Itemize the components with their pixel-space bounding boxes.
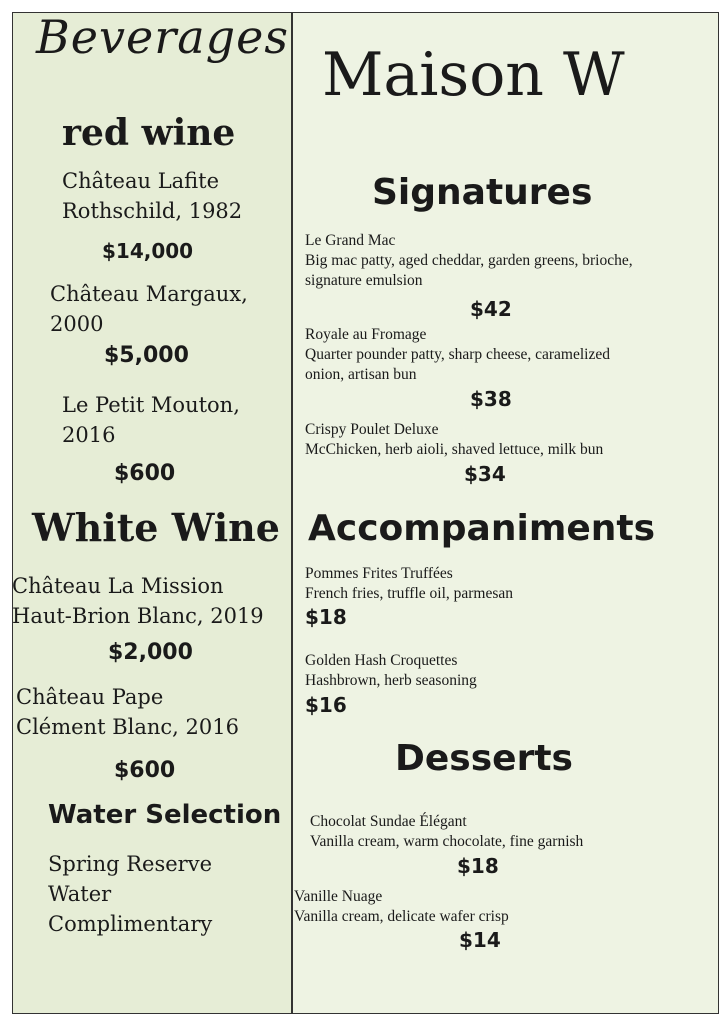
item-price: $18 xyxy=(305,605,347,629)
water-line: Water xyxy=(48,882,112,906)
item-price: $42 xyxy=(470,297,512,321)
wine-name xyxy=(62,390,240,450)
wine-name-line: 2016 xyxy=(62,423,116,447)
item-description: McChicken, herb aioli, shaved lettuce, milk bun xyxy=(305,441,604,458)
red-wine-heading: red wine xyxy=(62,112,236,154)
water-heading: Water Selection xyxy=(48,800,282,830)
water-description xyxy=(48,849,212,939)
item-price: $34 xyxy=(464,462,506,486)
wine-name-line: Haut-Brion Blanc, 2019 xyxy=(12,604,264,628)
menu-item xyxy=(305,325,610,385)
wine-name-line: Château Margaux, xyxy=(50,282,248,306)
menu-item xyxy=(294,887,509,927)
item-name: Golden Hash Croquettes xyxy=(305,652,458,669)
item-description: signature emulsion xyxy=(305,272,423,289)
item-description: Big mac patty, aged cheddar, garden greens, brioche, xyxy=(305,252,633,269)
item-description: French fries, truffle oil, parmesan xyxy=(305,585,514,602)
menu-item xyxy=(305,564,513,604)
menu-item xyxy=(305,420,603,460)
wine-name xyxy=(50,279,248,339)
wine-name-line: Château Pape xyxy=(16,685,164,709)
wine-name-line: Château Lafite xyxy=(62,169,220,193)
wine-name-line: Château La Mission xyxy=(12,574,224,598)
item-description: Quarter pounder patty, sharp cheese, caramelized xyxy=(305,346,610,363)
menu-item xyxy=(305,651,477,691)
restaurant-name: Maison W xyxy=(322,40,625,110)
wine-price: $600 xyxy=(114,758,176,783)
menu-item xyxy=(310,812,583,852)
wine-price: $2,000 xyxy=(108,640,193,665)
wine-price: $14,000 xyxy=(102,239,194,263)
item-price: $16 xyxy=(305,693,347,717)
wine-price: $5,000 xyxy=(104,343,189,368)
item-name: Crispy Poulet Deluxe xyxy=(305,421,439,438)
item-price: $18 xyxy=(457,854,499,878)
desserts-heading: Desserts xyxy=(395,738,573,779)
item-name: Pommes Frites Truffées xyxy=(305,565,453,582)
wine-price: $600 xyxy=(114,461,176,486)
wine-name xyxy=(12,571,264,631)
wine-name-line: Rothschild, 1982 xyxy=(62,199,243,223)
white-wine-heading: White Wine xyxy=(32,505,280,550)
item-name: Vanille Nuage xyxy=(294,888,383,905)
item-name: Le Grand Mac xyxy=(305,232,396,249)
water-line: Spring Reserve xyxy=(48,852,213,876)
wine-name-line: Le Petit Mouton, xyxy=(62,393,240,417)
menu-item xyxy=(305,231,633,291)
signatures-heading: Signatures xyxy=(372,172,593,213)
item-description: onion, artisan bun xyxy=(305,366,417,383)
item-name: Chocolat Sundae Élégant xyxy=(310,813,467,830)
item-price: $38 xyxy=(470,387,512,411)
water-line: Complimentary xyxy=(48,912,213,936)
item-description: Vanilla cream, warm chocolate, fine garnish xyxy=(310,833,584,850)
item-name: Royale au Fromage xyxy=(305,326,427,343)
item-description: Hashbrown, herb seasoning xyxy=(305,672,477,689)
wine-name-line: 2000 xyxy=(50,312,104,336)
wine-name xyxy=(16,682,239,742)
wine-name-line: Clément Blanc, 2016 xyxy=(16,715,239,739)
beverages-title: Beverages xyxy=(36,10,289,64)
wine-name xyxy=(62,166,242,226)
item-description: Vanilla cream, delicate wafer crisp xyxy=(294,908,509,925)
accompaniments-heading: Accompaniments xyxy=(308,508,656,549)
item-price: $14 xyxy=(459,928,501,952)
